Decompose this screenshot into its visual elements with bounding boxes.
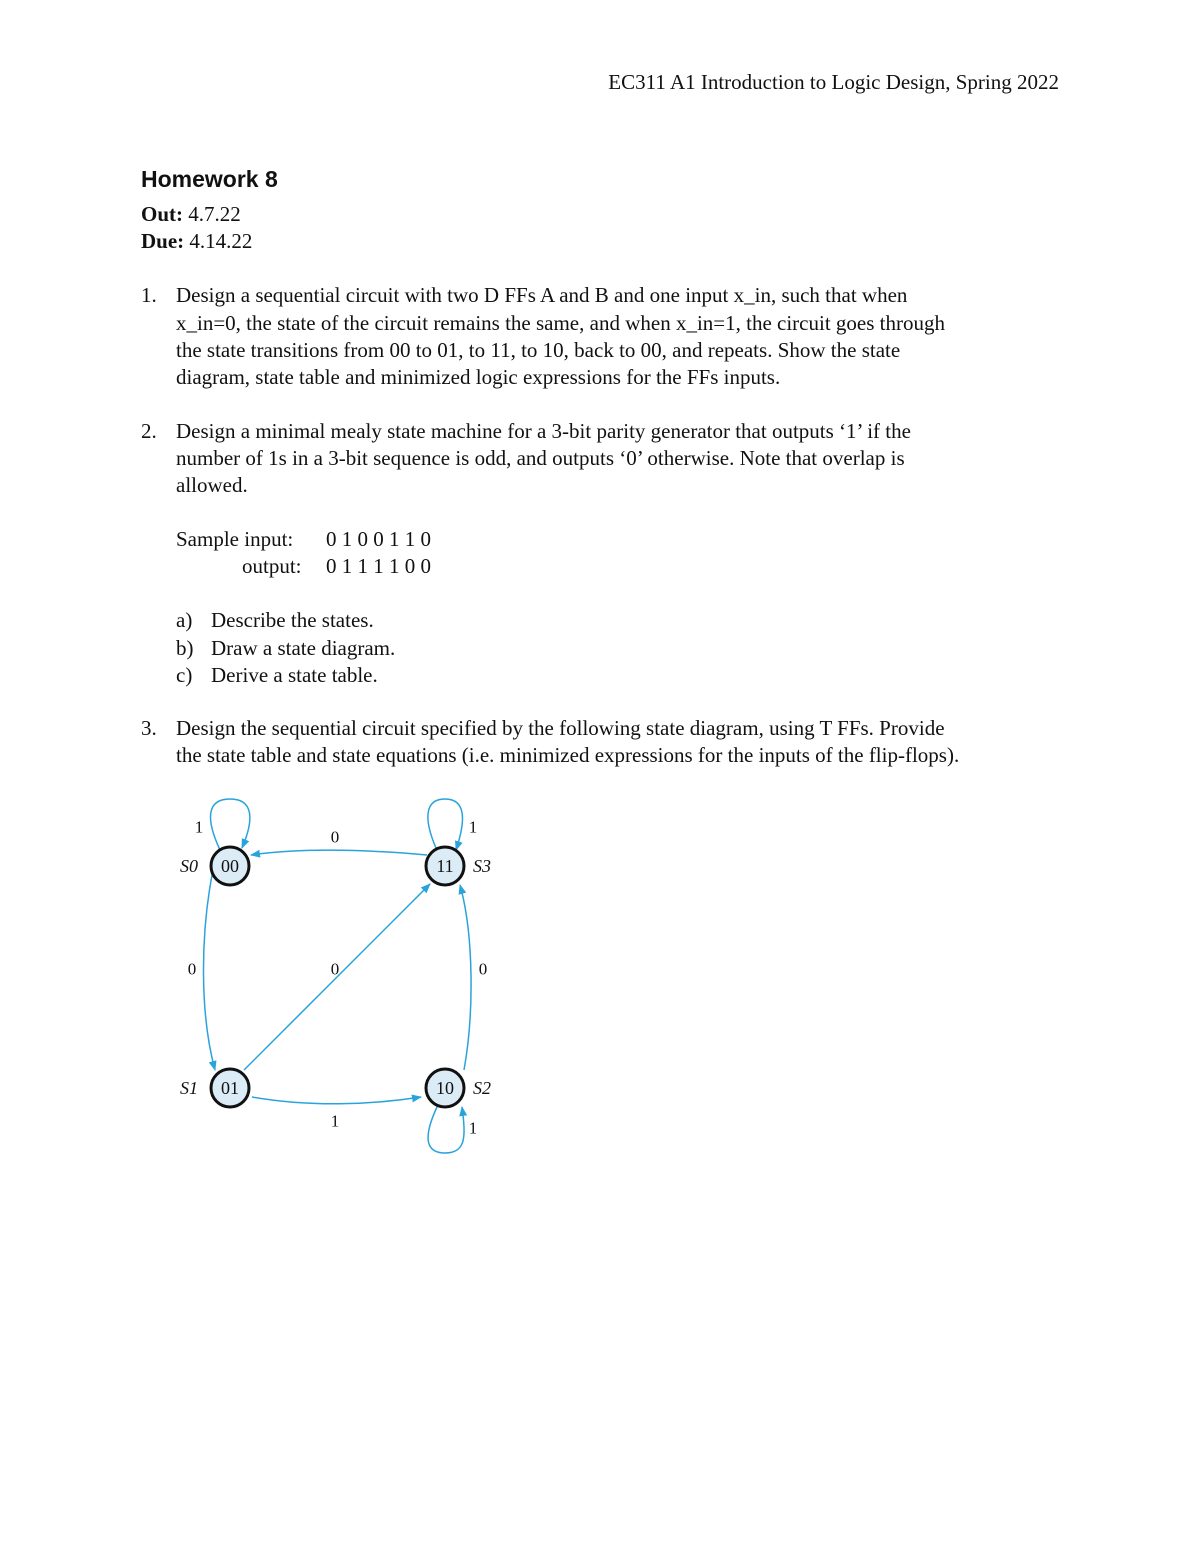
transition-arrow bbox=[428, 1107, 464, 1153]
question-3-line: Design the sequential circuit specified by the following state diagram, using T FFs. Provide bbox=[176, 716, 945, 740]
sample-output-label: output: bbox=[242, 554, 302, 578]
state-name: S1 bbox=[180, 1078, 198, 1098]
transition-arrow bbox=[460, 885, 471, 1070]
out-date-line bbox=[141, 202, 241, 227]
transition-arrow bbox=[203, 870, 215, 1070]
state-code: 10 bbox=[436, 1078, 454, 1098]
subpart-label: b) bbox=[176, 636, 194, 660]
transition-label: 0 bbox=[478, 959, 488, 979]
transition-label: 0 bbox=[330, 959, 340, 979]
out-label: Out: bbox=[141, 202, 183, 226]
transition-arrow bbox=[211, 799, 250, 850]
sample-input-value: 0 1 0 0 1 1 0 bbox=[326, 527, 431, 551]
subpart-text: Describe the states. bbox=[211, 608, 374, 632]
subpart-text: Draw a state diagram. bbox=[211, 636, 396, 660]
state-diagram bbox=[140, 785, 520, 1170]
question-2-line: number of 1s in a 3-bit sequence is odd, and outputs ‘0’ otherwise. Note that overlap is bbox=[176, 446, 905, 470]
out-date: 4.7.22 bbox=[188, 202, 241, 226]
transition-label: 1 bbox=[468, 1118, 478, 1138]
due-label: Due: bbox=[141, 229, 185, 253]
question-1-line: the state transitions from 00 to 01, to 11, to 10, back to 00, and repeats. Show the state bbox=[176, 338, 901, 362]
question-2-line: Design a minimal mealy state machine for a 3-bit parity generator that outputs ‘1’ if the bbox=[176, 419, 911, 443]
transition-label: 1 bbox=[468, 817, 478, 837]
state-code: 01 bbox=[221, 1078, 239, 1098]
state-code: 11 bbox=[436, 856, 454, 876]
question-2-number: 2. bbox=[141, 419, 157, 443]
question-1-line: x_in=0, the state of the circuit remains the same, and when x_in=1, the circuit goes through bbox=[176, 311, 945, 335]
transition-label: 0 bbox=[330, 827, 340, 847]
subpart-text: Derive a state table. bbox=[211, 663, 378, 687]
transition-arrow bbox=[428, 799, 463, 850]
transition-arrow bbox=[252, 1097, 421, 1104]
state-name: S3 bbox=[473, 856, 491, 876]
question-3-number: 3. bbox=[141, 716, 157, 740]
question-2-line: allowed. bbox=[176, 473, 248, 497]
due-date-line bbox=[141, 229, 252, 254]
question-1-line: Design a sequential circuit with two D FFs A and B and one input x_in, such that when bbox=[176, 283, 908, 307]
transition-arrow bbox=[251, 850, 427, 855]
state-code: 00 bbox=[221, 856, 239, 876]
transition-label: 0 bbox=[187, 959, 197, 979]
transition-label: 1 bbox=[194, 817, 204, 837]
question-3-line: the state table and state equations (i.e. minimized expressions for the inputs of the flip-flops). bbox=[176, 743, 960, 767]
course-header: EC311 A1 Introduction to Logic Design, Spring 2022 bbox=[608, 70, 1059, 94]
sample-output-value: 0 1 1 1 1 0 0 bbox=[326, 554, 431, 578]
question-1-number: 1. bbox=[141, 283, 157, 307]
due-date: 4.14.22 bbox=[189, 229, 253, 253]
sample-input-label: Sample input: bbox=[176, 527, 294, 551]
subpart-label: a) bbox=[176, 608, 193, 632]
question-1-line: diagram, state table and minimized logic expressions for the FFs inputs. bbox=[176, 365, 781, 389]
state-name: S2 bbox=[473, 1078, 491, 1098]
subpart-label: c) bbox=[176, 663, 193, 687]
transition-label: 1 bbox=[330, 1111, 340, 1131]
homework-title: Homework 8 bbox=[141, 166, 278, 192]
state-name: S0 bbox=[180, 856, 198, 876]
